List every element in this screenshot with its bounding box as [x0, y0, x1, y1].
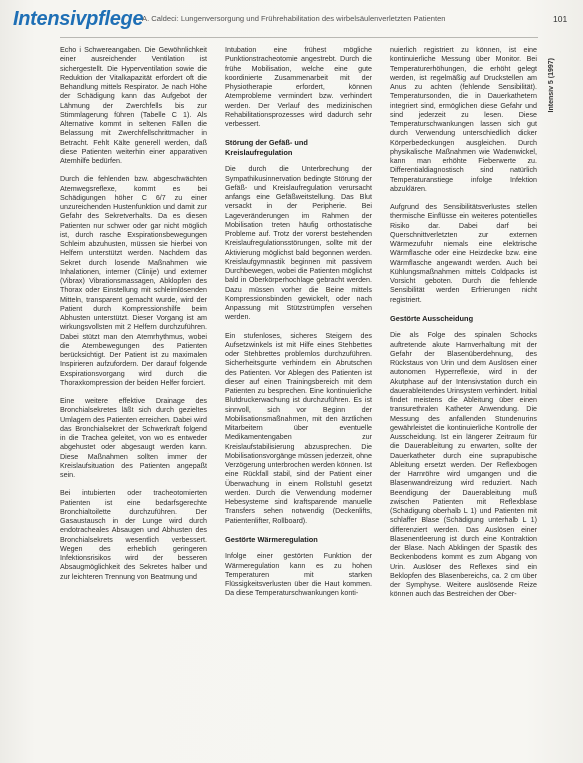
header-rule — [60, 37, 538, 38]
paragraph: Intubation eine frühest mögliche Punktionstracheotomie angestrebt. Durch die frühe Mobilisation, welche eine gute koordinierte Zusammenarbeit mit der Physiotherapie erfordert, können Atemprobleme vermindert bzw. verhindert werden. Der Verlauf des medizinischen Rehabilitationsprozesses wird dadurch sehr verbessert. — [225, 46, 372, 128]
text-column-1 — [60, 46, 207, 758]
paragraph: Die durch die Unterbrechung der Sympathikusinnervation bedingte Störung der Gefäß- und Kreislaufregulation verursacht anfangs eine Gefäßweitstellung. Das Blut versackt in der Peripherie. Bei Lageveränderungen im Rahmen der Mobilisation treten häufig orthostatische Probleme auf. Trotz der vorerst bestehenden Kreislaufregulationsstörungen, sollte mit der Aktivierung möglichst bald begonnen werden. Kreislaufgymnastik beginnen mit passivem Durchbewegen, wobei die Patienten möglichst bald in Oberkörperhochlage gebracht werden. Dazu müssen vorher die Beine mittels Kompressionsbinden gewickelt, oder nach Anpassung mit Stützstrümpfen versehen werden. — [225, 165, 372, 322]
paragraph: Die als Folge des spinalen Schocks auftretende akute Harnverhaltung mit der Gefahr der Blasenüberdehnung, des Rückstaus von Urin und dem Auslösen einer autonomen Hyperreflexie, wird in der Akutphase auf der Intensivstation durch ein dauerableitendes Urinsystem verhindert. Initial findet meistens die Ableitung über einen transurethralen Katheter Anwendung. Die Messung des anfallenden Stundenurins gewährleistet die kontinuierliche Kontrolle der Ausscheidung. Ist ein längerer Zeitraum für die Dauerableitung zu erwarten, sollte der Dauerkatheter durch eine suprapubische Ableitung ersetzt werden. Der Reflexbogen der Harnröhre wird umgangen und die Blasenwandreizung wird reduziert. Nach Beendigung der Dauerableitung muß zwischen Patienten mit Reflexblase (Schädigung oberhalb L 1) und Patienten mit schlaffer Blase (Schädigung unterhalb L 1) differenziert werden. Das Auslösen einer Blasenentleerung ist durch eine Kontraktion der Blase. Nach Abklingen der Spastik des Beckenbodens kommt es zum Abgang von Urin. Auslöser des Reflexes sind ein Beklopfen des Blasenbereichs, ca. 2 cm über der Symphyse. Weitere auslösende Reize können auch das Bestreichen der Ober- — [390, 331, 537, 599]
paragraph: Ein stufenloses, sicheres Steigern des Aufsetzwinkels ist mit Hilfe eines Stehbettes oder Stehbrettes problemlos durchzuführen. Sicherheitsgurte verhindern ein Abrutschen des Patienten. Vor Ablegen des Patienten ist dieser auf einen Trainingsbereich mit dem Patienten zu besprechen. Eine kontinuierliche Blutdruckerwachung ist durchzuführen. Es ist sinnvoll, sich vor Beginn der Mobilisationsmaßnahmen, mit den ärztlichen Mitarbeitern über eventuelle Medikamentengaben zur Kreislaufstabilisierung abzusprechen. Die Mobilisationsvorgänge müssen jederzeit, ohne Verzögerung unterbrochen werden können. Ist eine Rückfall stabil, sind der Patient einer Überwachung in einem Rollstuhl gesetzt werden. Durch die Verwendung moderner Hebesysteme sind kraftsparende manuelle Transfers sehen notwendig (Deckenlifts, Patientenlifter, Rollboard). — [225, 331, 372, 525]
journal-issue-label: Intensiv 5 (1997) — [548, 58, 555, 113]
text-column-3 — [390, 46, 537, 758]
journal-title: Intensivpflege — [13, 8, 144, 30]
section-heading: Störung der Gefäß- und Kreislaufregulation — [225, 138, 308, 157]
paragraph: Eine weitere effektive Drainage des Bronchialsekretes läßt sich durch gezieltes Umlagern des Patienten erreichen. Dabei wird das Bronchialsekret der Schwerkraft folgend in die Trachea geleitet, von wo es entweder abgehustet oder abgesaugt werden kann. Diese Maßnahmen sollten immer der Kreislaufsituation des Patienten angepaßt sein. — [60, 397, 207, 479]
section-heading: Gestörte Ausscheidung — [390, 313, 474, 323]
paragraph: Bei intubierten oder tracheotomierten Patienten ist eine bedarfsgerechte Bronchialtoilette durchzuführen. Der Gasaustausch in der Lunge wird durch endotracheales Absaugen und Abhusten des Bronchialsekrets wesentlich verbessert. Wegen des erheblich geringeren Infektionsrisikos wird der besseren Absaugmöglichkeit des Sekretes halber und zur leichteren Trennung von Beatmung und — [60, 489, 207, 581]
paragraph: Infolge einer gestörten Funktion der Wärmeregulation kann es zu hohen Temperaturen mit starken Flüssigkeitsverlusten über die Haut kommen. Da diese Temperaturschwankungen konti- — [225, 552, 372, 598]
section-heading: Gestörte Wärmeregulation — [225, 534, 318, 544]
paragraph: nuierlich registriert zu können, ist eine kontinuierliche Messung über Monitor. Bei Temperaturerhöhungen, die erhöht gelegt werden, ist regelmäßig auf Druckstellen am Anus zu achten (fehlende Sensibilität). Temperatursonden, die in Dauerkathetern integriert sind, ermöglichen diese Gefahr und sind jederzeit zu lesen. Diese Temperaturschwankungen lassen sich gut durch Verwendung unterschiedlich dicker Körperbedeckungen ausgleichen. Durch physikalische Maßnahmen wie Wadenwickel, kann man erhöhte Fieberwerte zu. Differentialdiagnostisch sind natürlich Temperaturanstiege infolge Infektion abzuklären. — [390, 46, 537, 193]
running-head: A. Caldeci: Lungenversorgung und Frührehabilitation des wirbelsäulenverletzten Patienten — [142, 14, 446, 23]
paragraph: Echo i Schwereangaben. Die Gewöhnlichkeit einer ausreichender Ventilation ist sichergestellt. Die Hyperventilation sowie die Reduktion der Vitalkapazität erfordert oft die Behandlung mittels Respirator. Je nach Höhe der Schädigung kann das Aufgebot der Lähmung der Zwerchfells bis zur Stimmlagerung führen (Tabelle C 1). Als Alternative kommt in seltenen Fällen die Belassung mit Zwerchfellschrittmacher in Betracht. Fehlt Kälte generell werden, daß diese Patienten weiterhin einer apparativen Atemhilfe bedürfen. — [60, 46, 207, 165]
paragraph: Durch die fehlenden bzw. abgeschwächten Atemwegsreflexe, kommt es bei Schädigungen höher C 6/7 zu einer unzureichenden Hustenfunktion und damit zur Gefahr des Sekretverhalts. Da es diesen Patienten nur schwer oder gar nicht möglich ist, durch rasche Exspirationsbewegungen Schleim abzuhusten, müssen sie hierbei von Helfern unterstützt werden. Nachdem das Sekret durch losende Maßnahmen wie Inhalationen, interner (Clinije) und externer (Vibrax) Vibrationsmassagen, Abklopfen des Thorax oder Einstellung mit schleimlösenden Mitteln, transparent gemacht wurde, wird der Patient durch Kompressionshilfe beim Abhusten unterstützt. Dieser Vorgang ist am wirkungsvollsten mit 2 Helfern durchzuführen. Dabei stützt man den Atemrhythmus, wobei die Atembewegungen des Patienten berücksichtigt. Der Patient ist zu maximalen Inspirieren aufzufordern. Der darauf folgende Exspirationsvorgang wird durch die Thoraxkompression der beiden Helfer forciert. — [60, 175, 207, 387]
paragraph: Aufgrund des Sensibilitätsverlustes stellen thermische Einflüsse ein weiteres potentielles Risiko dar. Dabei darf bei Querschnittverletzten zur externen Wärmezufuhr niemals eine elektrische Wärmflasche oder eine Heizdecke bzw. eine Wärmflasche angewandt werden. Auch bei Kühlungsmaßnahmen mittels Coldpacks ist Vorsicht geboten. Durch die fehlende Sensibilität werden Erfrierungen nicht registriert. — [390, 203, 537, 304]
page-number: 101 — [553, 14, 568, 24]
text-column-2 — [225, 46, 372, 758]
